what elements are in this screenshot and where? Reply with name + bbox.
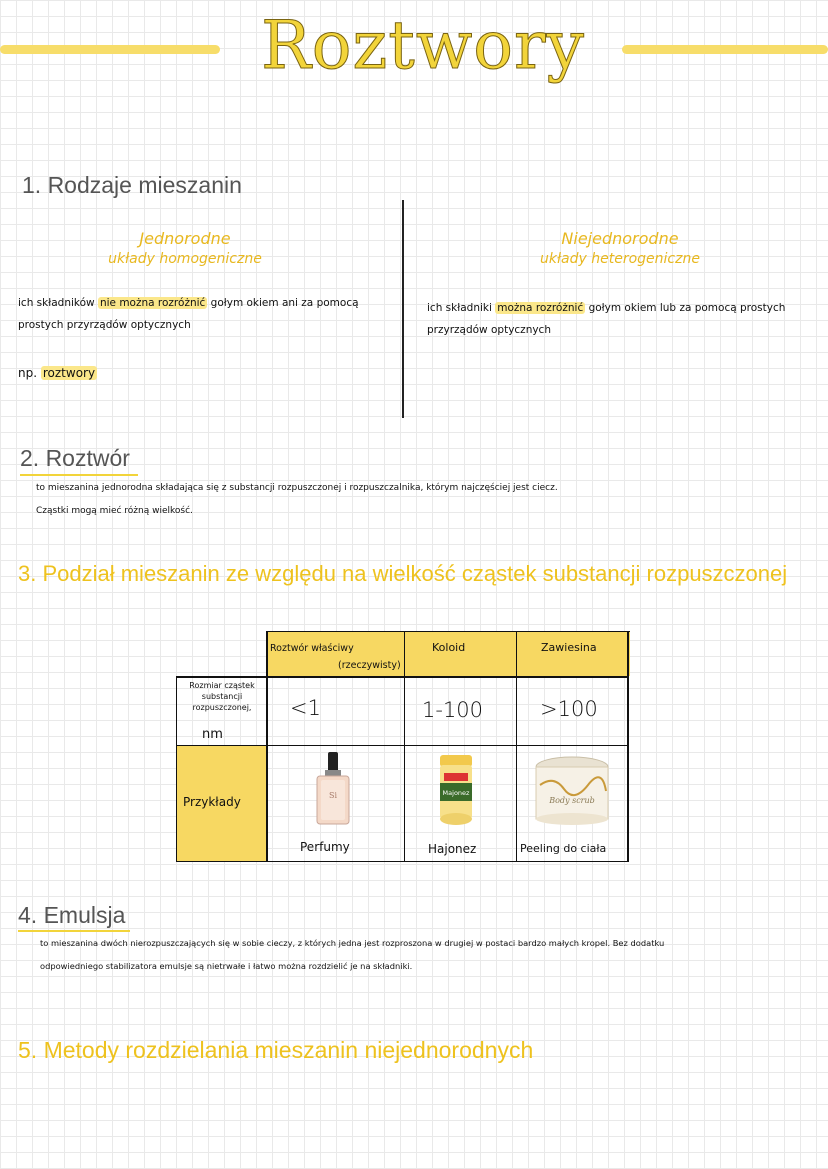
col-header-solution-sub: (rzeczywisty) bbox=[338, 660, 401, 671]
table-line bbox=[266, 631, 630, 632]
homogeneous-desc bbox=[18, 292, 398, 336]
table-line bbox=[266, 631, 268, 862]
section4-line2: odpowiedniego stabilizatora emulsje są nietrwałe i łatwo można rozdzielić je na składniki. bbox=[40, 961, 413, 971]
homogeneous-subtitle: układy homogeniczne bbox=[108, 251, 262, 267]
homogeneous-desc-line2: prostych przyrządów optycznych bbox=[18, 319, 191, 331]
example-mark: roztwory bbox=[42, 366, 96, 380]
homogeneous-desc-post: gołym okiem ani za pomocą bbox=[210, 297, 359, 309]
mayo-image bbox=[436, 755, 476, 827]
mayo-label: Majonez bbox=[442, 789, 470, 797]
table-line bbox=[176, 861, 628, 862]
title-bar-left bbox=[0, 45, 220, 54]
table-line bbox=[176, 745, 628, 746]
homogeneous-example bbox=[18, 362, 97, 384]
heterogeneous-desc-line2: przyrządów optycznych bbox=[427, 324, 551, 336]
section2-line1: to mieszanina jednorodna składająca się z substancji rozpuszczonej i rozpuszczalnika, którym najczęściej jest ciecz. bbox=[36, 483, 558, 493]
section5-heading: 5. Metody rozdzielania mieszanin niejednorodnych bbox=[18, 1037, 534, 1063]
row1-unit: nm bbox=[202, 727, 223, 742]
section4-line1: to mieszanina dwóch nierozpuszczających się w sobie cieczy, z których jedna jest rozproszona w drugiej w postaci bardzo małych kropel. Bez dodatku bbox=[40, 938, 665, 948]
row1-label-line: Rozmiar cząstek bbox=[189, 681, 255, 690]
table-line bbox=[176, 676, 628, 678]
heterogeneous-subtitle: układy heterogeniczne bbox=[540, 251, 700, 267]
section2-heading: 2. Roztwór bbox=[20, 445, 130, 471]
section3-heading: 3. Podział mieszanin ze względu na wielkość cząstek substancji rozpuszczonej bbox=[18, 561, 788, 586]
example-perfume: Perfumy bbox=[300, 840, 350, 854]
row2-label: Przykłady bbox=[183, 795, 241, 809]
perfume-label: Si bbox=[328, 791, 338, 800]
col-header-colloid: Koloid bbox=[432, 641, 466, 654]
scrub-label: Body scrub bbox=[549, 796, 595, 805]
homogeneous-desc-pre: ich składników bbox=[18, 297, 95, 309]
section2-underline bbox=[20, 474, 138, 476]
perfume-image bbox=[313, 752, 353, 826]
row1-label-line: substancji bbox=[201, 692, 243, 701]
row1-label-line: rozpuszczonej, bbox=[192, 703, 252, 712]
section4-heading: 4. Emulsja bbox=[18, 902, 126, 928]
example-mayo: Hajonez bbox=[428, 842, 477, 856]
row1-value-solution: <1 bbox=[290, 696, 321, 720]
table-line bbox=[516, 631, 517, 862]
heterogeneous-desc-post: gołym okiem lub za pomocą prostych bbox=[588, 302, 786, 314]
page-title: Roztwory bbox=[261, 7, 585, 84]
col-header-suspension: Zawiesina bbox=[541, 641, 597, 654]
table-line bbox=[176, 676, 177, 862]
table-line bbox=[404, 631, 405, 862]
example-prefix: np. bbox=[18, 366, 38, 380]
scrub-image bbox=[534, 755, 610, 827]
table-line bbox=[627, 631, 629, 862]
section1-divider bbox=[402, 200, 404, 418]
col-header-solution: Roztwór właściwy bbox=[270, 643, 354, 654]
homogeneous-desc-mark: nie można rozróżnić bbox=[99, 297, 206, 309]
heterogeneous-title: Niejednorodne bbox=[561, 229, 679, 248]
row1-value-suspension: >100 bbox=[540, 697, 598, 721]
heterogeneous-desc-pre: ich składniki bbox=[427, 302, 492, 314]
homogeneous-title: Jednorodne bbox=[139, 229, 231, 248]
example-scrub: Peeling do ciała bbox=[520, 842, 607, 855]
row1-label bbox=[180, 680, 264, 713]
heterogeneous-desc-mark: można rozróżnić bbox=[497, 302, 584, 314]
heterogeneous-desc bbox=[427, 297, 822, 341]
row1-value-colloid: 1-100 bbox=[422, 698, 484, 722]
title-bar-right bbox=[622, 45, 828, 54]
section2-line2: Cząstki mogą mieć różną wielkość. bbox=[36, 506, 193, 516]
section1-heading: 1. Rodzaje mieszanin bbox=[22, 172, 242, 198]
section4-underline bbox=[18, 930, 130, 932]
